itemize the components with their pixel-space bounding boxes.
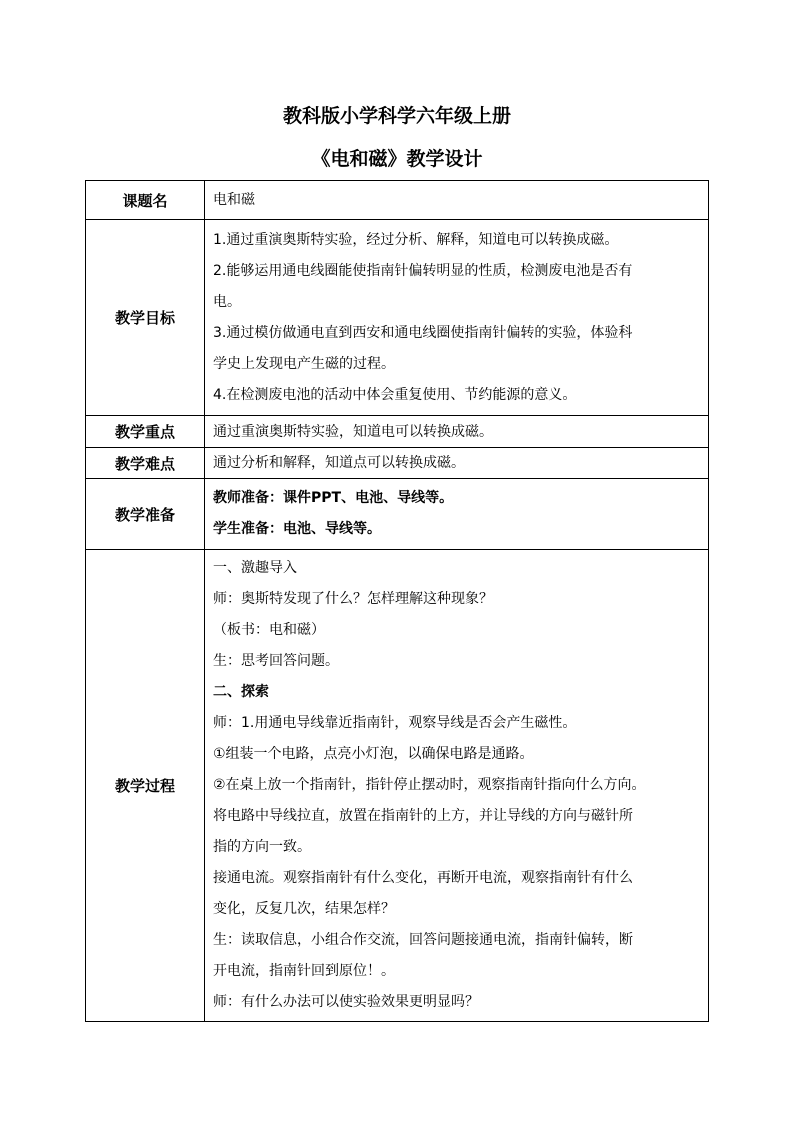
process-heading: 二、探索 <box>213 684 269 700</box>
process-label: 教学过程 <box>86 550 205 1022</box>
key-points-value: 通过重演奥斯特实验，知道电可以转换成磁。 <box>205 416 709 448</box>
preparation-cell <box>205 479 709 550</box>
table-row-preparation <box>86 479 709 550</box>
topic-label: 课题名 <box>86 181 205 220</box>
process-line: 师：1.用通电导线靠近指南针，观察导线是否会产生磁性。 <box>213 715 577 731</box>
lesson-plan-table <box>85 180 709 1022</box>
difficulties-label: 教学难点 <box>86 448 205 479</box>
objective-line: 2.能够运用通电线圈能使指南针偏转明显的性质，检测废电池是否有 <box>213 262 633 279</box>
document-title: 教科版小学科学六年级上册 <box>282 105 511 127</box>
process-line: 一、激趣导入 <box>213 560 297 576</box>
teacher-preparation: 教师准备：课件PPT、电池、导线等。 <box>213 490 454 506</box>
objectives-label: 教学目标 <box>86 220 205 416</box>
process-cell <box>205 550 709 1022</box>
objective-line: 4.在检测废电池的活动中体会重复使用、节约能源的意义。 <box>213 386 577 403</box>
table-row-objectives <box>86 220 709 416</box>
process-line: 将电路中导线拉直，放置在指南针的上方，并让导线的方向与磁针所 <box>213 808 633 824</box>
table-row-difficulties <box>86 448 709 479</box>
objective-line: 3.通过模仿做通电直到西安和通电线圈使指南针偏转的实验，体验科 <box>213 324 633 341</box>
table-row-key-points <box>86 416 709 448</box>
student-preparation: 学生准备：电池、导线等。 <box>213 521 381 537</box>
process-line: （板书：电和磁） <box>213 622 325 638</box>
objective-line: 学史上发现电产生磁的过程。 <box>213 355 395 372</box>
process-line: 开电流，指南针回到原位！。 <box>213 963 395 979</box>
objectives-cell <box>205 220 709 416</box>
process-line: ①组装一个电路，点亮小灯泡，以确保电路是通路。 <box>213 746 534 762</box>
process-line: 生：读取信息，小组合作交流，回答问题接通电流，指南针偏转，断 <box>213 932 633 948</box>
objective-line: 电。 <box>213 293 241 310</box>
process-line: 师：奥斯特发现了什么？怎样理解这种现象？ <box>213 591 493 607</box>
objective-line: 1.通过重演奥斯特实验，经过分析、解释，知道电可以转换成磁。 <box>213 231 619 248</box>
key-points-label: 教学重点 <box>86 416 205 448</box>
table-row-topic <box>86 181 709 220</box>
topic-value: 电和磁 <box>205 181 709 220</box>
difficulties-value: 通过分析和解释，知道点可以转换成磁。 <box>205 448 709 479</box>
process-line: 变化，反复几次，结果怎样？ <box>213 901 395 917</box>
table-row-process <box>86 550 709 1022</box>
process-line: ②在桌上放一个指南针，指针停止摆动时，观察指南针指向什么方向。 <box>213 777 646 793</box>
preparation-label: 教学准备 <box>86 479 205 550</box>
process-line: 生：思考回答问题。 <box>213 653 339 669</box>
process-line: 接通电流。观察指南针有什么变化，再断开电流，观察指南针有什么 <box>213 870 633 886</box>
document-subtitle: 《电和磁》教学设计 <box>311 148 483 170</box>
process-line: 师：有什么办法可以使实验效果更明显吗？ <box>213 994 479 1010</box>
process-line: 指的方向一致。 <box>213 839 311 855</box>
